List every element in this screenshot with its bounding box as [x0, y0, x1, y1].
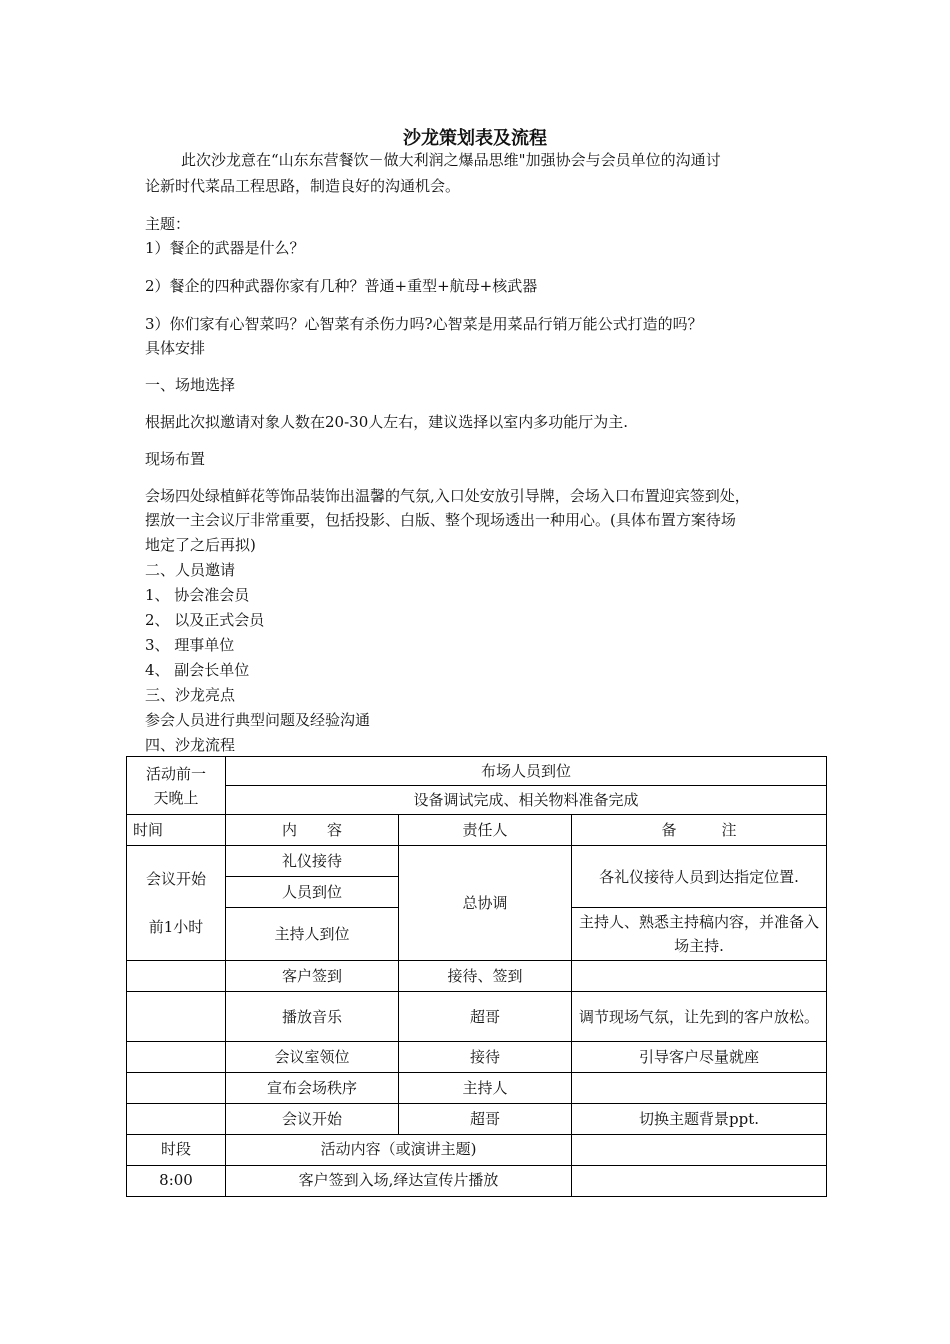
content-start: 会议开始 — [226, 1104, 399, 1135]
invite-item-4: 4、 副会长单位 — [145, 661, 250, 679]
theme-heading: 主题： — [145, 215, 191, 233]
note-reception: 各礼仪接待人员到达指定位置. — [572, 846, 827, 908]
section1-heading: 一、场地选择 — [145, 376, 236, 394]
section1-text: 根据此次拟邀请对象人数在20-30人左右，建议选择以室内多功能厅为主. — [145, 413, 629, 431]
empty-cell — [572, 1135, 827, 1166]
theme-item-3: 3）你们家有心智菜吗？心智菜有杀伤力吗?心智菜是用菜品行销万能公式打造的吗？ — [145, 315, 703, 333]
layout-line-3: 地定了之后再拟) — [145, 536, 256, 554]
table-header-row — [127, 815, 827, 846]
intro-line-1: 此次沙龙意在“山东东营餐饮－做大利润之爆品思维"加强协会与会员单位的沟通讨 — [181, 151, 721, 169]
layout-line-1: 会场四处绿植鲜花等饰品装饰出温馨的气氛,入口处安放引导牌，会场入口布置迎宾签到处， — [145, 487, 750, 505]
empty-cell — [127, 1073, 226, 1104]
activity-header: 活动内容（或演讲主题) — [226, 1135, 572, 1166]
invite-item-3: 3、 理事单位 — [145, 636, 235, 654]
eve-task-1: 布场人员到位 — [226, 757, 827, 786]
note-start: 切换主题背景ppt. — [572, 1104, 827, 1135]
note-guide: 引导客户尽量就座 — [572, 1042, 827, 1073]
header-owner: 责任人 — [399, 815, 572, 846]
pre-time-line-1: 会议开始 — [145, 870, 206, 888]
theme-item-1: 1）餐企的武器是什么？ — [145, 239, 305, 257]
eve-line-2: 天晚上 — [153, 788, 199, 807]
activity-800: 客户签到入场,绎达宣传片播放 — [226, 1166, 572, 1197]
eve-time-cell — [127, 757, 226, 815]
content-arrival: 人员到位 — [226, 877, 399, 908]
table-row — [127, 992, 827, 1042]
table-row — [127, 961, 827, 992]
table-row — [127, 1042, 827, 1073]
content-signin: 客户签到 — [226, 961, 399, 992]
eve-task-2: 设备调试完成、相关物料准备完成 — [226, 786, 827, 815]
note-host: 主持人、熟悉主持稿内容，并准备入场主持. — [572, 908, 827, 961]
content-host: 主持人到位 — [226, 908, 399, 961]
invite-item-2: 2、 以及正式会员 — [145, 611, 265, 629]
empty-cell — [127, 992, 226, 1042]
owner-start: 超哥 — [399, 1104, 572, 1135]
empty-cell — [572, 1166, 827, 1197]
content-reception: 礼仪接待 — [226, 846, 399, 877]
theme-item-2: 2）餐企的四种武器你家有几种？普通+重型+航母+核武器 — [145, 277, 538, 295]
owner-signin: 接待、签到 — [399, 961, 572, 992]
section3-text: 参会人员进行典型问题及经验沟通 — [145, 711, 371, 729]
table-row — [127, 1104, 827, 1135]
empty-cell — [127, 1104, 226, 1135]
empty-cell — [572, 961, 827, 992]
table-row — [127, 786, 827, 815]
section3-heading: 三、沙龙亮点 — [145, 686, 236, 704]
header-time: 时间 — [127, 815, 226, 846]
empty-cell — [127, 961, 226, 992]
pre-time-cell — [127, 846, 226, 961]
arrangement-heading: 具体安排 — [145, 339, 206, 357]
salon-flow-table — [126, 756, 827, 1197]
table-row — [127, 1135, 827, 1166]
pre-time-line-2: 前1小时 — [148, 918, 204, 936]
section2-heading: 二、人员邀请 — [145, 561, 236, 579]
owner-coordinator: 总协调 — [399, 846, 572, 961]
eve-line-1: 活动前一 — [145, 764, 206, 783]
period-header: 时段 — [127, 1135, 226, 1166]
owner-guide: 接待 — [399, 1042, 572, 1073]
document-title: 沙龙策划表及流程 — [403, 128, 547, 149]
invite-item-1: 1、 协会准会员 — [145, 586, 250, 604]
table-row — [127, 846, 827, 877]
note-music: 调节现场气氛，让先到的客户放松。 — [572, 992, 827, 1042]
empty-cell — [572, 1073, 827, 1104]
content-guide: 会议室领位 — [226, 1042, 399, 1073]
content-order: 宣布会场秩序 — [226, 1073, 399, 1104]
owner-order: 主持人 — [399, 1073, 572, 1104]
header-note: 备 注 — [572, 815, 827, 846]
layout-line-2: 摆放一主会议厅非常重要，包括投影、白版、整个现场透出一种用心。(具体布置方案待场 — [145, 511, 736, 529]
section4-heading: 四、沙龙流程 — [145, 736, 236, 754]
header-content: 内 容 — [226, 815, 399, 846]
content-music: 播放音乐 — [226, 992, 399, 1042]
table-row — [127, 1166, 827, 1197]
empty-cell — [127, 1042, 226, 1073]
time-800: 8:00 — [127, 1166, 226, 1197]
table-row — [127, 1073, 827, 1104]
intro-line-2: 论新时代菜品工程思路，制造良好的沟通机会。 — [145, 177, 461, 195]
owner-music: 超哥 — [399, 992, 572, 1042]
table-row — [127, 757, 827, 786]
layout-heading: 现场布置 — [145, 450, 206, 468]
